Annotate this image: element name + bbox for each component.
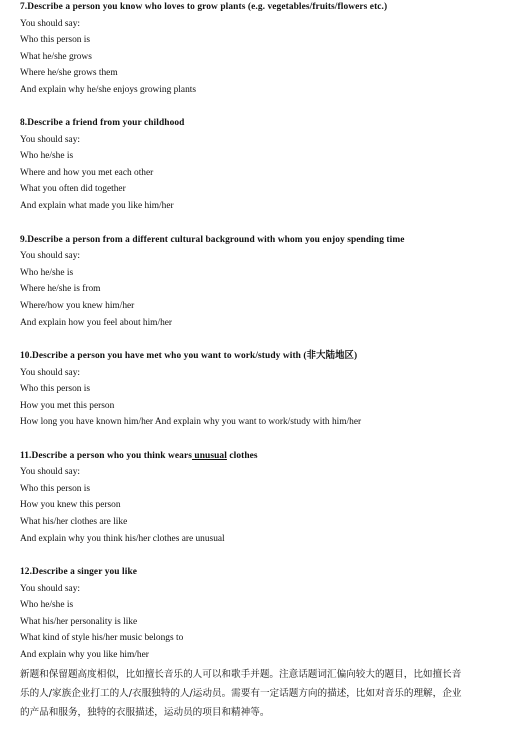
section-11-item-2: How you knew this person [20, 500, 121, 510]
section-12-item-1: Who he/she is [20, 600, 74, 610]
section-7-item-1: Who this person is [20, 35, 91, 45]
section-9-item-2: Where he/she is from [20, 284, 101, 294]
section-9-item-1: Who he/she is [20, 268, 74, 278]
section-7-heading: 7.Describe a person you know who loves to grow plants (e.g. vegetables/fruits/flowers etc.) [20, 2, 388, 12]
section-11-heading-start: 11.Describe a person who you think wears [20, 451, 192, 461]
section-9-item-4: And explain how you feel about him/her [20, 318, 173, 328]
section-7-item-3: Where he/she grows them [20, 68, 118, 78]
section-12-heading: 12.Describe a singer you like [20, 567, 138, 577]
section-8-heading: 8.Describe a friend from your childhood [20, 118, 185, 128]
section-10-should-say: You should say: [20, 368, 80, 378]
section-11-item-4: And explain why you think his/her clothes are unusual [20, 534, 225, 544]
section-10-item-3: How long you have known him/her And explain why you want to work/study with him/her [20, 417, 362, 427]
section-8-item-4: And explain what made you like him/her [20, 201, 174, 211]
section-12-item-4: And explain why you like him/her [20, 650, 149, 660]
section-11-item-3: What his/her clothes are like [20, 517, 128, 527]
section-7-should-say: You should say: [20, 19, 80, 29]
section-12-item-3: What kind of style his/her music belongs to [20, 633, 184, 643]
note-line-2: 乐的人/家族企业打工的人/衣服独特的人/运动员。需要有一定话题方向的描述，比如对音乐的理解，企业 [20, 688, 462, 699]
section-8-item-3: What you often did together [20, 184, 126, 194]
section-10-item-1: Who this person is [20, 384, 91, 394]
section-11-item-1: Who this person is [20, 484, 91, 494]
section-8-should-say: You should say: [20, 135, 80, 145]
section-7-item-2: What he/she grows [20, 52, 92, 62]
section-7-item-4: And explain why he/she enjoys growing plants [20, 85, 197, 95]
section-12-item-2: What his/her personality is like [20, 617, 138, 627]
section-8-item-1: Who he/she is [20, 151, 74, 161]
section-10-item-2: How you met this person [20, 401, 115, 411]
section-11-heading [20, 450, 258, 462]
section-11-heading-end: clothes [226, 451, 258, 461]
section-9-should-say: You should say: [20, 251, 80, 261]
section-9-heading: 9.Describe a person from a different cultural background with whom you enjoy spending time [20, 235, 405, 245]
section-12-should-say: You should say: [20, 584, 80, 594]
section-8-item-2: Where and how you met each other [20, 168, 154, 178]
section-9-item-3: Where/how you knew him/her [20, 301, 135, 311]
section-11-heading-underlined: unusual [191, 451, 227, 461]
topic-note [20, 665, 500, 722]
note-line-1: 新题和保留题高度相似，比如擅长音乐的人可以和歌手并题。注意话题词汇偏向较大的题目，比如擅长音 [20, 669, 462, 680]
section-10-heading: 10.Describe a person you have met who you want to work/study with (非大陆地区) [20, 351, 358, 361]
section-11-should-say: You should say: [20, 467, 80, 477]
note-line-3: 的产品和服务，独特的衣服描述，运动员的项目和精神等。 [20, 707, 270, 718]
